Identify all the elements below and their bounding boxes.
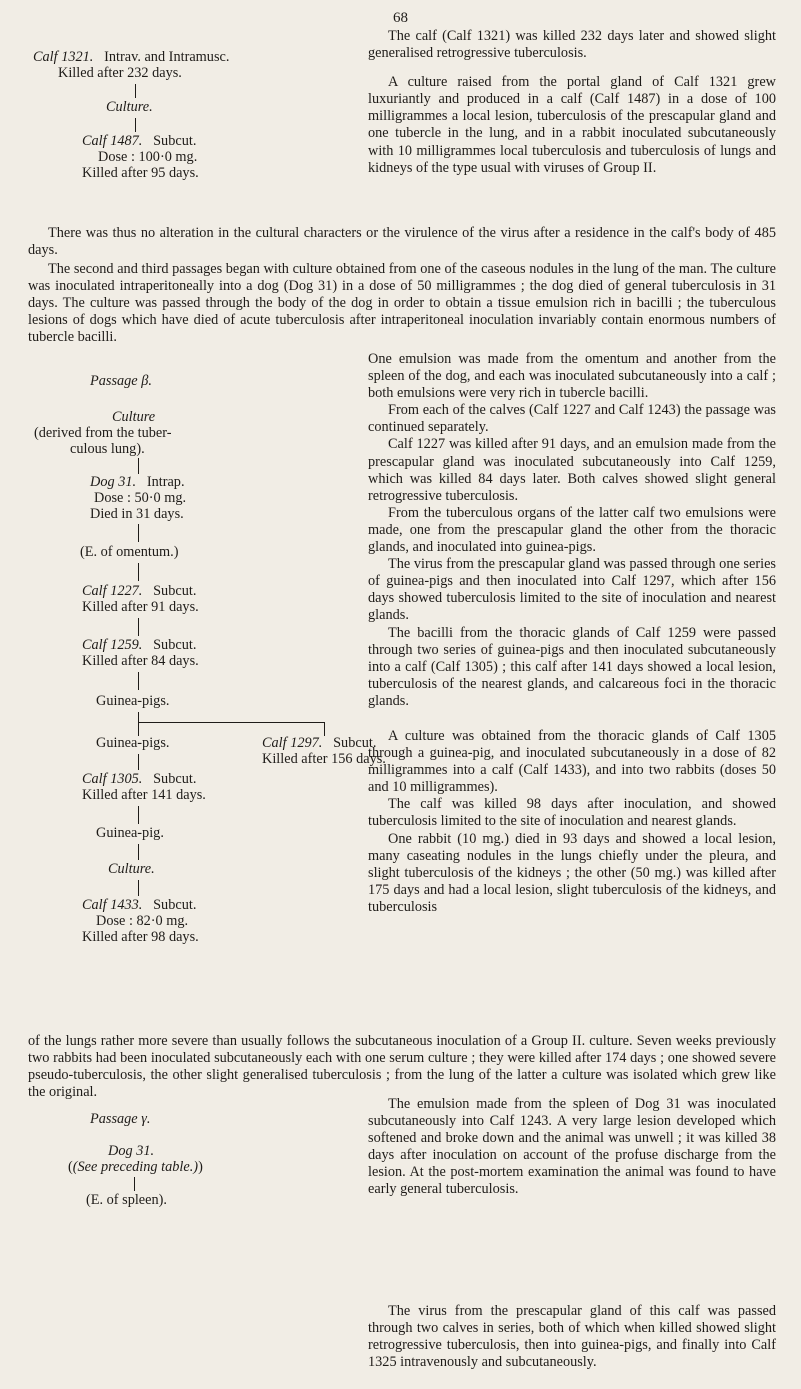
diagram-node-calf-1487-killed: Killed after 95 days. — [82, 165, 199, 181]
diagram-node-dog-31: Dog 31. Intrap. — [90, 474, 185, 490]
paragraph: of the lungs rather more severe than usually follows the subcutaneous inoculation of a Group II. culture. Seven weeks previously two rabbits had been inoculated subcutaneously each with one serum culture ; they were killed after 174 days ; one showed severe pseudo-tuberculosis, the other slight generalised tuberculosis ; from the lung of the latter a culture was isolated which grew like the original. — [28, 1033, 776, 1101]
paragraph: The calf (Calf 1321) was killed 232 days later and showed slight generalised retrogressive tuberculosis. — [368, 28, 776, 62]
diagram-heading: Passage γ. — [90, 1111, 151, 1127]
diagram-node-culture-note: culous lung). — [70, 441, 145, 457]
diagram-node-calf-1259-killed: Killed after 84 days. — [82, 653, 199, 669]
diagram-node-calf-1305-killed: Killed after 141 days. — [82, 787, 206, 803]
diagram-node-omentum: (E. of omentum.) — [80, 544, 179, 560]
block2-text-column — [368, 351, 776, 916]
diagram-node-calf-1321: Calf 1321. Intrav. and Intramusc. — [33, 49, 230, 65]
diagram-heading: Passage β. — [90, 373, 152, 389]
paragraph: The bacilli from the thoracic glands of Calf 1259 were passed through two series of guinea-pigs and then inoculated subcutaneously into a calf (Calf 1305) ; this calf after 141 days showed a local lesion, tuberculosis of the nearest glands, and calcareous foci in the thoracic glands. — [368, 624, 776, 709]
diagram-node-dog-31: Dog 31. — [108, 1143, 155, 1159]
diagram-node-guinea-pigs-2: Guinea-pigs. — [96, 735, 170, 751]
paragraph: The virus from the prescapular gland of this calf was passed through two calves in series, both of which when killed showed slight retrogressive tuberculosis, then into guinea-pigs, and finally into Calf 1325 intravenously and subcutaneously. — [368, 1303, 776, 1371]
diagram-node-calf-1487: Calf 1487. Subcut. — [82, 133, 197, 149]
diagram-node-calf-1297-killed: Killed after 156 days. — [262, 751, 386, 767]
paragraph: The calf was killed 98 days after inoculation, and showed tuberculosis limited to the site of inoculation and nearest glands. — [368, 796, 776, 830]
diagram-node-calf-1227: Calf 1227. Subcut. — [82, 583, 197, 599]
diagram-node-calf-1227-killed: Killed after 91 days. — [82, 599, 199, 615]
diagram-node-guinea-pigs: Guinea-pigs. — [96, 693, 170, 709]
diagram-node-dog-31-note: ((See preceding table.)) — [68, 1159, 203, 1175]
paragraph: One emulsion was made from the omentum and another from the spleen of the dog, and each was inoculated subcutaneously into a calf ; both emulsions were very rich in tubercle bacilli. — [368, 351, 776, 402]
block3-text-column-2 — [368, 1303, 776, 1371]
paragraph: From the tuberculous organs of the latter calf two emulsions were made, one from the prescapular gland the other from the thoracic glands, and inoculated into guinea-pigs. — [368, 504, 776, 556]
page-number: 68 — [393, 10, 408, 26]
diagram-node-culture-note: (derived from the tuber- — [34, 425, 172, 441]
diagram-node-calf-1433-killed: Killed after 98 days. — [82, 929, 199, 945]
diagram-connector — [134, 1177, 135, 1191]
diagram-node-calf-1433-dose: Dose : 82·0 mg. — [96, 913, 189, 929]
block1-text-column — [368, 28, 776, 177]
diagram-node-calf-1259: Calf 1259. Subcut. — [82, 637, 197, 653]
paragraph: A culture raised from the portal gland of Calf 1321 grew luxuriantly and produced in a calf (Calf 1487) in a dose of 100 milligrammes a local lesion, tuberculosis of the prescapular gland and one tubercle in the lung, and in a rabbit inoculated subcutaneously with 10 milligrammes local tuberculosis and tuberculosis of lungs and kidneys of the type usual with viruses of Group II. — [368, 74, 776, 176]
diagram-node-calf-1321-killed: Killed after 232 days. — [58, 65, 182, 81]
diagram-node-dog-31-dose: Dose : 50·0 mg. — [94, 490, 187, 506]
paragraph: A culture was obtained from the thoracic glands of Calf 1305 through a guinea-pig, and inoculated subcutaneously in a dose of 82 milligrammes into a calf (Calf 1433), and into two rabbits (doses 50 and 10 milligrammes). — [368, 727, 776, 796]
diagram-node-culture-2: Culture. — [108, 861, 155, 877]
diagram-node-culture: Culture. — [106, 99, 153, 115]
passage-gamma-diagram — [0, 0, 370, 1389]
diagram-node-culture: Culture — [112, 409, 156, 425]
paragraph: The second and third passages began with culture obtained from one of the caseous nodules in the lung of the man. The culture was inoculated intraperitoneally into a dog (Dog 31) in a dose of 50 milligrammes ; the dog died of general tuberculosis in 31 days. The culture was passed through the body of the dog in order to obtain a tissue emulsion rich in bacilli ; the tuberculous lesions of dogs which have died of acute tuberculosis after intraperitoneal inoculation invariably contain enormous numbers of tubercle bacilli. — [28, 261, 776, 346]
paragraph: One rabbit (10 mg.) died in 93 days and showed a local lesion, many caseating nodules in the lungs chiefly under the pleura, and slight tuberculosis of the kidneys ; the other (50 mg.) was killed after 175 days and had a local lesion, slight tuberculosis of the kidneys, and tuberculosis — [368, 830, 776, 915]
diagram-node-calf-1433: Calf 1433. Subcut. — [82, 897, 197, 913]
paragraph: From each of the calves (Calf 1227 and Calf 1243) the passage was continued separately. — [368, 402, 776, 436]
diagram-node-spleen: (E. of spleen). — [86, 1192, 167, 1208]
diagram-node-calf-1297: Calf 1297. Subcut. — [262, 735, 377, 751]
diagram-node-calf-1487-dose: Dose : 100·0 mg. — [98, 149, 198, 165]
diagram-node-calf-1305: Calf 1305. Subcut. — [82, 771, 197, 787]
paragraph: The emulsion made from the spleen of Dog 31 was inoculated subcutaneously into Calf 1243. A very large lesion developed which softened and broke down and the animal was unwell ; it was killed 38 days after inoculation on account of the profuse discharge from the lesion. At the post-mortem examination the animal was found to have early general tuberculosis. — [368, 1096, 776, 1198]
block3-text-column — [368, 1096, 776, 1199]
paragraph: There was thus no alteration in the cultural characters or the virulence of the virus after a residence in the calf's body of 485 days. — [28, 225, 776, 259]
diagram-node-guinea-pig: Guinea-pig. — [96, 825, 164, 841]
paragraph: Calf 1227 was killed after 91 days, and an emulsion made from the prescapular gland was inoculated subcutaneously into Calf 1259, which was killed 84 days later. Both calves showed slight general retrogressive tuberculosis. — [368, 436, 776, 504]
diagram-node-dog-31-died: Died in 31 days. — [90, 506, 184, 522]
paragraph: The virus from the prescapular gland was passed through one series of guinea-pigs and then inoculated into Calf 1297, which after 156 days showed tuberculosis limited to the site of inoculation and nearest glands. — [368, 556, 776, 624]
